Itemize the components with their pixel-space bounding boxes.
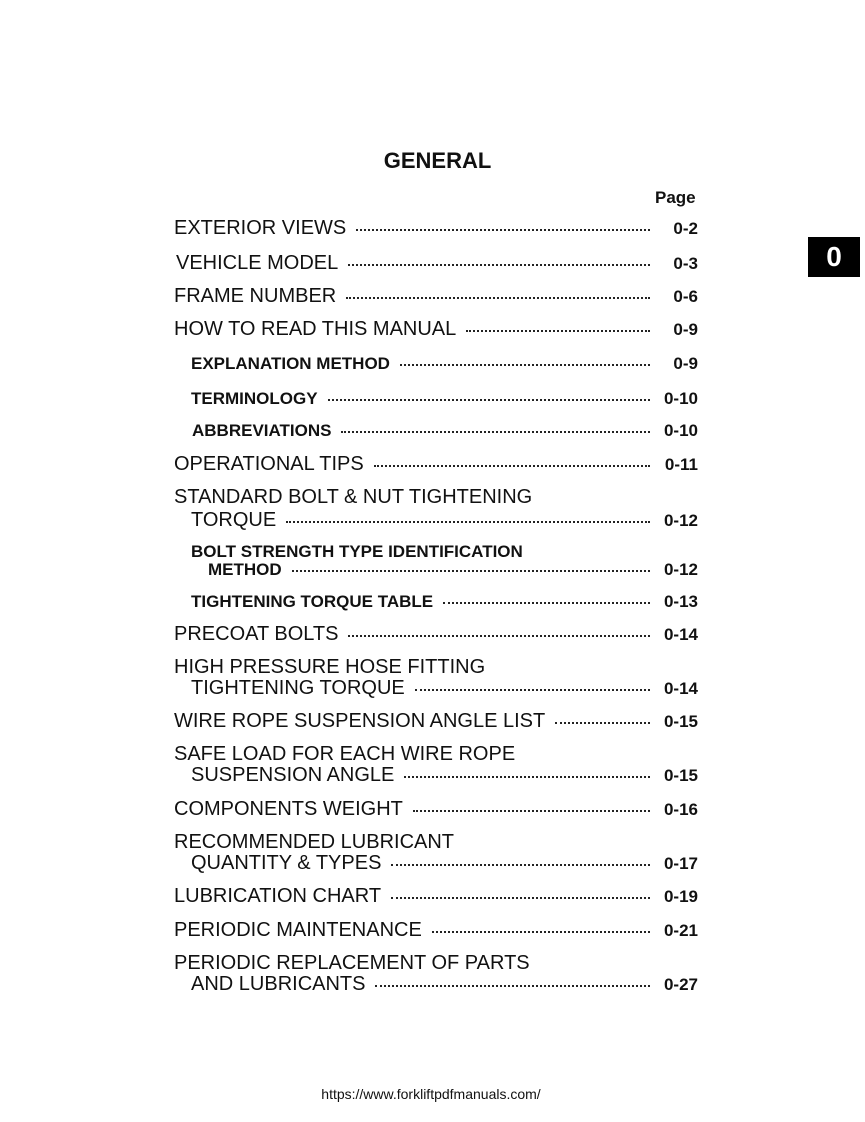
dot-leader [555,722,650,724]
entry-page: 0-16 [663,800,698,819]
dot-leader [341,431,650,433]
entry-label: EXTERIOR VIEWS [174,217,347,239]
toc-entry[interactable] [174,319,698,340]
dot-leader [466,330,650,332]
footer-url[interactable]: https://www.forkliftpdfmanuals.com/ [321,1086,541,1102]
entry-label: PERIODIC MAINTENANCE [174,919,422,941]
entry-page: 0-14 [663,625,698,644]
toc-entry[interactable] [191,510,698,531]
entry-label: LUBRICATION CHART [174,885,382,907]
entry-page: 0-3 [673,254,698,273]
toc-entry[interactable] [191,974,698,995]
entry-page: 0-13 [663,592,698,611]
entry-label: WIRE ROPE SUSPENSION ANGLE LIST [174,710,546,732]
entry-label: COMPONENTS WEIGHT [174,798,403,820]
dot-leader [432,931,650,933]
toc-subentry[interactable] [192,422,698,440]
entry-page: 0-10 [663,421,698,440]
entry-page: 0-12 [663,560,698,579]
entry-label-line1: PERIODIC REPLACEMENT OF PARTS [174,952,530,974]
entry-page: 0-19 [663,887,698,906]
entry-label-line1: RECOMMENDED LUBRICANT [174,831,455,853]
entry-page: 0-21 [663,921,698,940]
dot-leader [286,521,650,523]
dot-leader [415,689,650,691]
entry-label-line1: HIGH PRESSURE HOSE FITTING [174,656,486,678]
entry-label: OPERATIONAL TIPS [174,453,364,475]
entry-label: EXPLANATION METHOD [191,354,390,373]
entry-label: TIGHTENING TORQUE TABLE [191,592,434,611]
entry-label: TERMINOLOGY [191,389,318,408]
toc-subentry[interactable] [208,561,698,579]
entry-label-line1: SAFE LOAD FOR EACH WIRE ROPE [174,743,516,765]
entry-page: 0-15 [663,766,698,785]
dot-leader [375,985,650,987]
entry-label: TIGHTENING TORQUE [191,677,405,699]
dot-leader [348,635,650,637]
toc-entry[interactable] [174,920,698,941]
entry-page: 0-14 [663,679,698,698]
entry-page: 0-9 [673,320,698,339]
dot-leader [404,776,650,778]
dot-leader [391,897,650,899]
entry-page: 0-6 [673,287,698,306]
entry-label: SUSPENSION ANGLE [191,764,395,786]
entry-label: PRECOAT BOLTS [174,623,339,645]
entry-label: METHOD [208,560,282,579]
entry-label-line1: STANDARD BOLT & NUT TIGHTENING [174,486,533,508]
entry-page: 0-10 [663,389,698,408]
toc-entry[interactable] [174,218,698,239]
entry-label: HOW TO READ THIS MANUAL [174,318,457,340]
dot-leader [348,264,650,266]
toc-subentry[interactable] [191,593,698,611]
toc-subentry[interactable] [191,390,698,408]
toc-entry[interactable] [191,678,698,699]
toc-entry[interactable] [174,711,698,732]
toc-subentry[interactable] [191,355,698,373]
toc-entry[interactable] [176,253,698,274]
entry-label: AND LUBRICANTS [191,973,366,995]
entry-label: ABBREVIATIONS [192,421,332,440]
toc-entry[interactable] [174,454,698,475]
entry-page: 0-12 [663,511,698,530]
page-column-header: Page [655,188,696,207]
toc-entry[interactable] [174,886,698,907]
entry-page: 0-17 [663,854,698,873]
toc-entry[interactable] [174,624,698,645]
entry-label: FRAME NUMBER [174,285,337,307]
entry-label: QUANTITY & TYPES [191,852,382,874]
dot-leader [443,602,650,604]
toc-entry[interactable] [191,765,698,786]
page-title: GENERAL [383,148,492,173]
dot-leader [391,864,650,866]
toc-entry[interactable] [174,286,698,307]
entry-page: 0-2 [673,219,698,238]
entry-page: 0-15 [663,712,698,731]
entry-page: 0-9 [673,354,698,373]
entry-label: VEHICLE MODEL [176,252,339,274]
dot-leader [374,465,650,467]
entry-page: 0-11 [664,455,698,474]
toc-entry[interactable] [174,799,698,820]
section-tab: 0 [808,237,860,277]
toc-entry[interactable] [191,853,698,874]
dot-leader [292,570,650,572]
dot-leader [400,364,650,366]
dot-leader [356,229,650,231]
dot-leader [413,810,650,812]
dot-leader [328,399,650,401]
entry-label-line1: BOLT STRENGTH TYPE IDENTIFICATION [191,542,523,561]
entry-label: TORQUE [191,509,277,531]
entry-page: 0-27 [663,975,698,994]
dot-leader [346,297,650,299]
